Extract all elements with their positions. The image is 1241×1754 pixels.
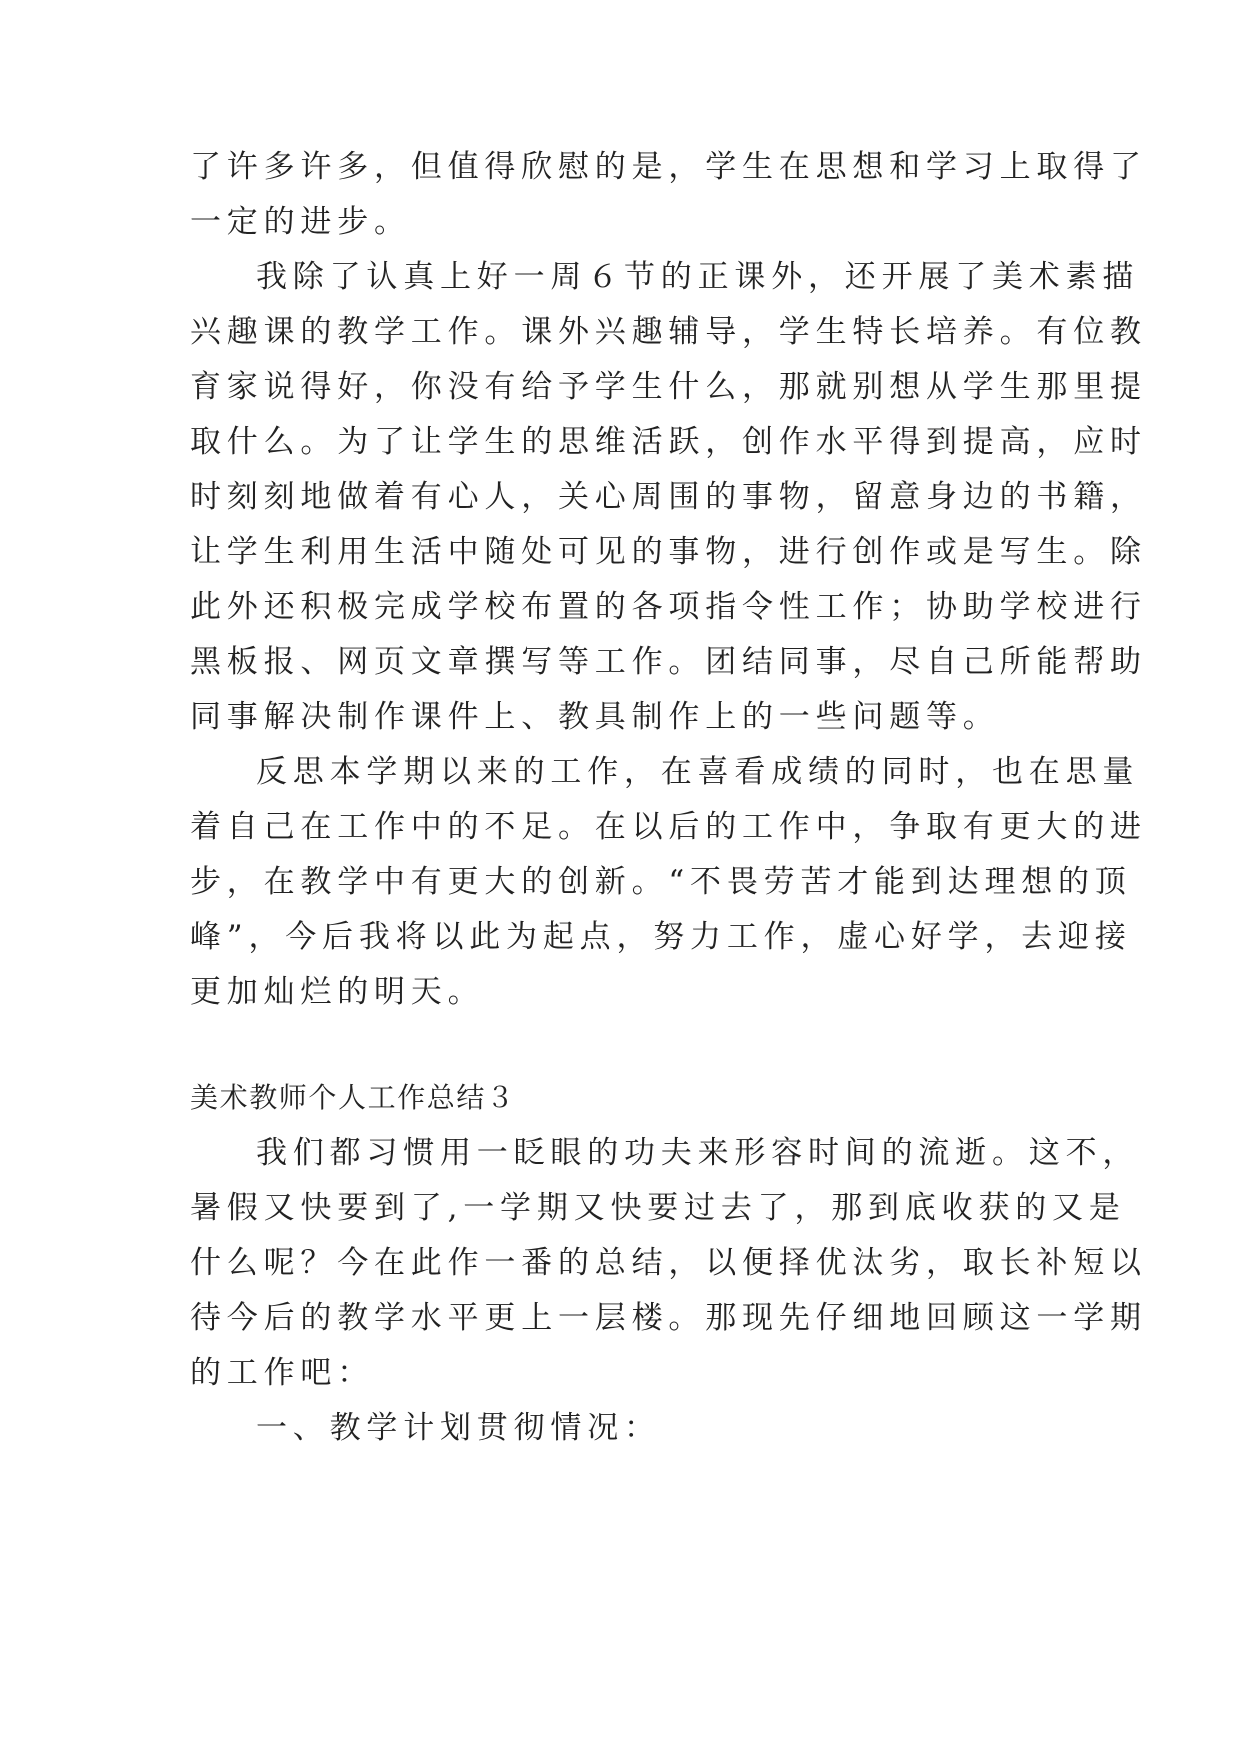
paragraph-line: 我除了认真上好一周６节的正课外，还开展了美术素描 [256,259,1140,295]
paragraph-line: 一定的进步。 [190,204,411,240]
paragraph-line: 让学生利用生活中随处可见的事物，进行创作或是写生。除 [190,534,1147,570]
section-heading: 美术教师个人工作总结３ [190,1081,516,1114]
paragraph-line: 此外还积极完成学校布置的各项指令性工作；协助学校进行 [190,589,1147,625]
paragraph-line: 了许多许多，但值得欣慰的是，学生在思想和学习上取得了 [190,149,1147,185]
paragraph-line: 同事解决制作课件上、教具制作上的一些问题等。 [190,699,1000,735]
paragraph-line: 育家说得好，你没有给予学生什么，那就别想从学生那里提 [190,369,1147,405]
paragraph-line: 更加灿烂的明天。 [190,974,485,1010]
paragraph-line: 的工作吧： [190,1355,374,1391]
paragraph-line: 取什么。为了让学生的思维活跃，创作水平得到提高，应时 [190,424,1147,460]
paragraph-line: 时刻刻地做着有心人，关心周围的事物，留意身边的书籍， [190,479,1147,515]
paragraph-line: 我们都习惯用一眨眼的功夫来形容时间的流逝。这不， [256,1135,1140,1171]
paragraph-line: 暑假又快要到了,一学期又快要过去了，那到底收获的又是 [190,1190,1126,1226]
paragraph-line: 一、教学计划贯彻情况： [256,1410,661,1446]
paragraph-line: 兴趣课的教学工作。课外兴趣辅导，学生特长培养。有位教 [190,314,1147,350]
paragraph-line: 着自己在工作中的不足。在以后的工作中，争取有更大的进 [190,809,1147,845]
paragraph-line: 峰”，今后我将以此为起点，努力工作，虚心好学，去迎接 [190,919,1132,955]
paragraph-line: 什么呢？今在此作一番的总结，以便择优汰劣，取长补短以 [190,1245,1147,1281]
paragraph-line: 待今后的教学水平更上一层楼。那现先仔细地回顾这一学期 [190,1300,1147,1336]
paragraph-line: 步，在教学中有更大的创新。“不畏劳苦才能到达理想的顶 [190,864,1132,900]
paragraph-line: 反思本学期以来的工作，在喜看成绩的同时，也在思量 [256,754,1140,790]
paragraph-line: 黑板报、网页文章撰写等工作。团结同事，尽自己所能帮助 [190,644,1147,680]
